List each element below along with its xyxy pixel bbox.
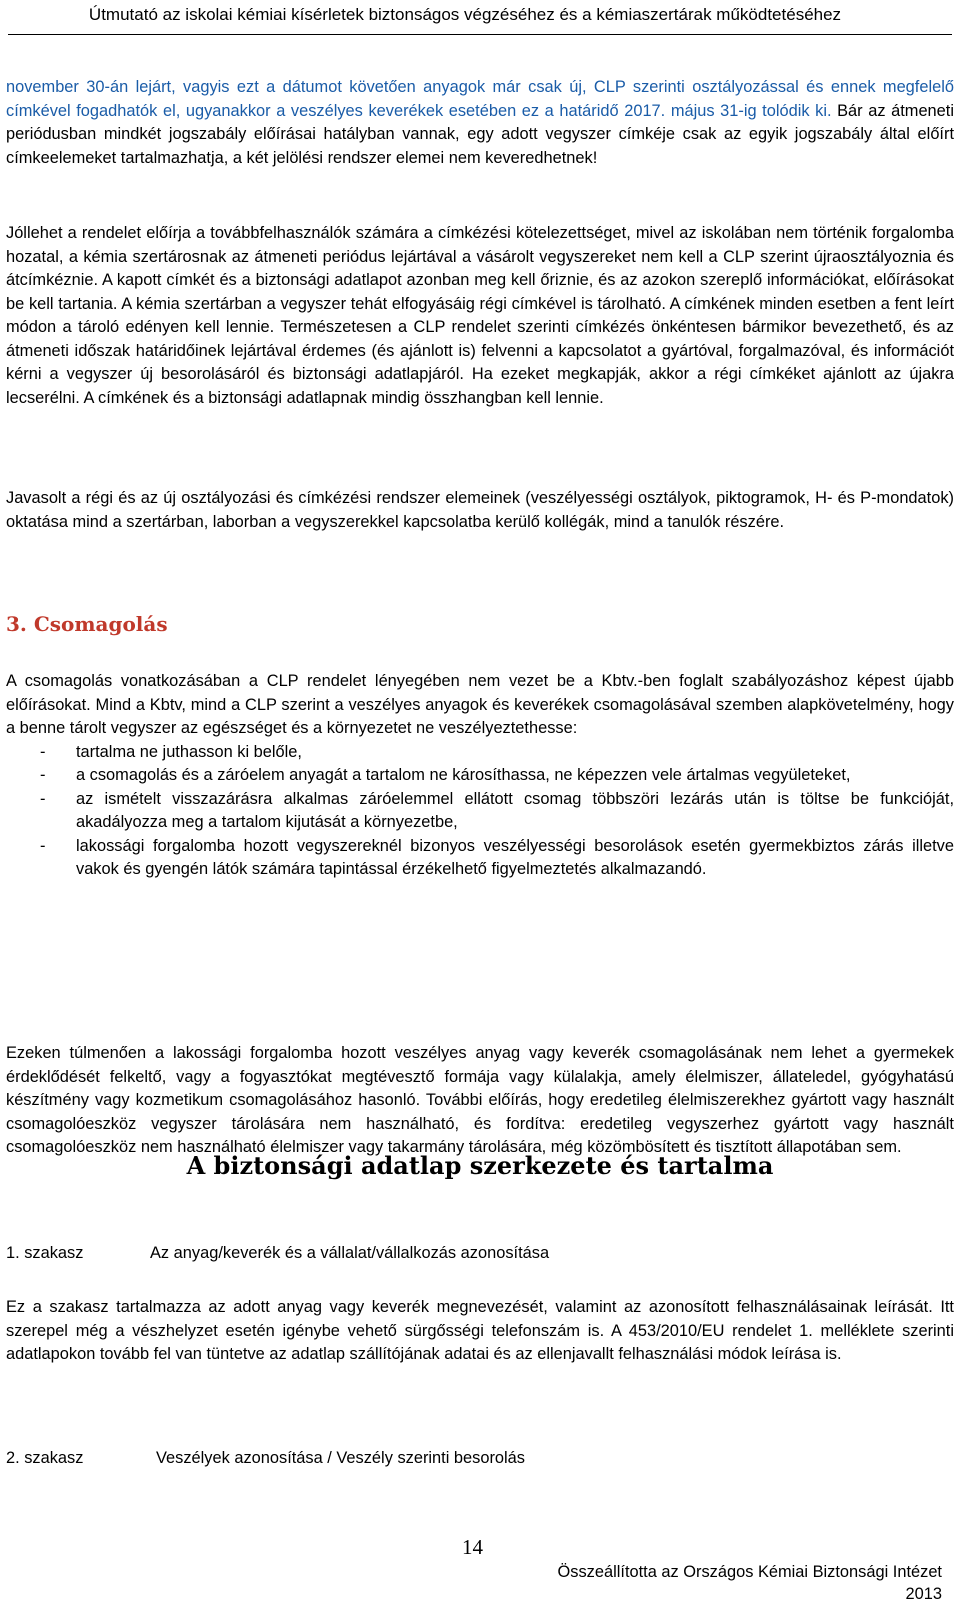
footer-credit [558, 1561, 942, 1605]
list-item-text: az ismételt visszazárásra alkalmas záróelemmel ellátott csomag többszöri lezárás után is töltse be funkcióját, akadályozza meg a tartalom kijutását a környezetbe, [76, 789, 954, 831]
requirements-list [6, 741, 954, 882]
list-dash: - [40, 742, 46, 761]
section-number: 2. szakasz [6, 1449, 84, 1467]
sds-section-1 [6, 1242, 549, 1265]
list-item [6, 788, 954, 835]
main-heading-sds: A biztonsági adatlap szerkezete és tartalma [186, 1151, 774, 1180]
list-item-text: a csomagolás és a záróelem anyagát a tartalom ne károsíthassa, ne képezzen vele ártalmas vegyületeket, [76, 766, 851, 784]
list-dash: - [40, 836, 46, 855]
paragraph-text: Javasolt a régi és az új osztályozási és címkézési rendszer elemeinek (veszélyességi osztályok, piktogramok, H- és P-mondatok) oktatása mind a szertárban, laborban a vegyszerekkel kapcsolatba kerülő kollégák, mind a tanulók részére. [6, 489, 954, 531]
paragraph-packaging [6, 670, 954, 882]
paragraph-training [6, 487, 954, 534]
list-item [6, 741, 954, 765]
running-header: Útmutató az iskolai kémiai kísérletek biztonságos végzéséhez és a kémiaszertárak működtetéséhez [88, 5, 842, 24]
section-title: Veszélyek azonosítása / Veszély szerinti besorolás [156, 1449, 525, 1467]
page-number: 14 [462, 1535, 483, 1559]
paragraph-consumer-packaging [6, 1042, 954, 1160]
paragraph-text: Ezeken túlmenően a lakossági forgalomba hozott veszélyes anyag vagy keverék csomagolásának nem lehet a gyermekek érdeklődését felkeltő, vagy a fogyasztókat megtévesztő formája vagy külalakja, amely élelmiszer, állateledel, gyógyhatású készítmény vagy kozmetikum csomagolásához hasonló. További előírás, hogy eredetileg élelmiszerekhez gyártott vagy használt csomagolóeszköz vegyszer tárolására nem használható, és fordítva: eredetileg vegyszerhez gyártott vagy használt csomagolóeszköz nem használható élelmiszer vagy takarmány tárolására, még közömbösített és tisztított állapotában sem. [6, 1044, 954, 1156]
paragraph-text: Ez a szakasz tartalmazza az adott anyag vagy keverék megnevezését, valamint az azonosított felhasználásainak leírását. Itt szerepel még a vészhelyzet esetén igénybe vehető sürgősségi telefonszám is. A 453/2010/EU rendelet 1. melléklete szerinti adatlapokon tovább fel van tüntetve az adatlap szállítójának adatai és az ellenjavallt felhasználási módok leírása is. [6, 1298, 954, 1363]
paragraph-clp-deadline [6, 76, 954, 170]
list-item [6, 764, 954, 788]
paragraph-relabeling [6, 222, 954, 410]
list-dash: - [40, 789, 46, 808]
section-title: Az anyag/keverék és a vállalat/vállalkozás azonosítása [150, 1244, 550, 1262]
header-divider [8, 34, 952, 35]
list-item [6, 835, 954, 882]
highlighted-deadline-text: november 30-án lejárt, vagyis ezt a dátumot követően anyagok már csak új, CLP szerinti osztályozással és ennek megfelelő címkével fogadhatók el, ugyanakkor a veszélyes keverékek esetében ez a határidő 2017. május 31-ig tolódik ki. [6, 78, 954, 120]
list-item-text: lakossági forgalomba hozott vegyszereknél bizonyos veszélyességi besorolások esetén gyermekbiztos zárás illetve vakok és gyengén látók számára tapintással érzékelhető figyelmeztetés alkalmazandó. [76, 836, 954, 878]
list-item-text: tartalma ne juthasson ki belőle, [76, 742, 302, 761]
footer-year: 2013 [905, 1585, 942, 1603]
paragraph-text: Jóllehet a rendelet előírja a továbbfelhasználók számára a címkézési kötelezettséget, mivel az iskolában nem történik forgalomba hozatal, a kémia szertárosnak az átmeneti periódus lejártával a vásárolt vegyszereket nem kell a CLP szerint újraosztályoznia és átcímkéznie. A kapott címkét és a biztonsági adatlapot azonban meg kell őriznie, és az azokon szereplő információkat, előírásokat be kell tartania. A kémia szertárban a vegyszer tehát elfogyásáig régi címkével is tárolható. A címkének minden esetben a fent leírt módon a tároló edényen kell lennie. Természetesen a CLP rendelet szerinti címkézés önkéntesen bármikor bevezethető, és az átmeneti időszak határidőinek lejártával érdemes (és ajánlott is) felvenni a kapcsolatot a gyártóval, forgalmazóval, és információt kérni a vegyszer új besorolásáról és biztonsági adatlapjáról. Ha ezeket megkapják, akkor a régi címkéket ajánlott az újakra lecserélni. A címkének és a biztonsági adatlapnak mindig összhangban kell lennie. [6, 224, 954, 407]
paragraph-text: Bár az átmeneti periódusban mindkét jogszabály előírásai hatályban vannak, egy adott vegyszer címkéje csak az egyik jogszabály által előírt címkeelemeket tartalmazhatja, a két jelölési rendszer elemei nem keveredhetnek! [6, 101, 954, 167]
list-dash: - [40, 766, 46, 784]
footer-credit-line: Összeállította az Országos Kémiai Biztonsági Intézet [557, 1563, 942, 1581]
section-number: 1. szakasz [6, 1244, 84, 1262]
section-heading-packaging: 3. Csomagolás [6, 612, 168, 636]
paragraph-text: A csomagolás vonatkozásában a CLP rendelet lényegében nem vezet be a Kbtv.-ben foglalt szabályozáshoz képest újabb előírásokat. Mind a Kbtv, mind a CLP szerint a veszélyes anyagok és keverékek csomagolásával szemben alapkövetelmény, hogy a benne tárolt vegyszer az egészséget és a környezetet ne veszélyeztethesse: [6, 672, 954, 737]
sds-section-2 [6, 1447, 525, 1470]
paragraph-section-1 [6, 1296, 954, 1367]
